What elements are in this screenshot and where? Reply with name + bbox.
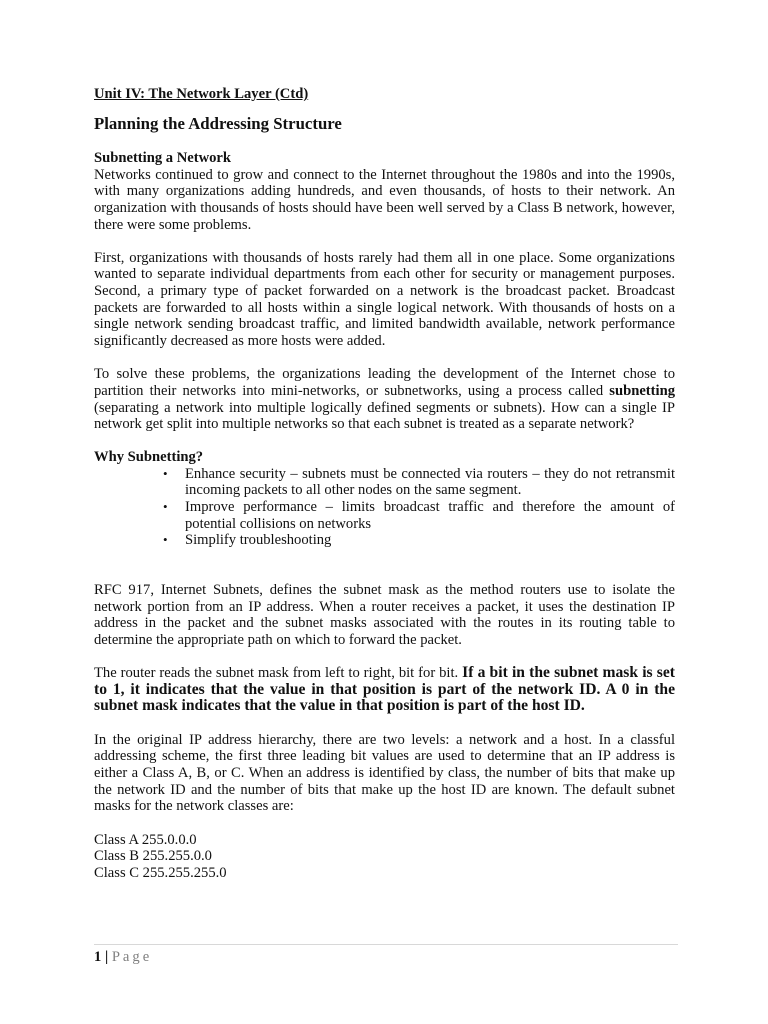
subnetting-heading: Subnetting a Network <box>94 150 232 166</box>
page-number: 1 <box>94 949 102 965</box>
paragraph-4: RFC 917, Internet Subnets, defines the subnet mask as the method routers use to isolate the network portion from an IP address. When a router receives a packet, it uses the destination IP address in the packet and the subnet masks associated with the routes in its routing table to determine the appropriate path on which to forward the packet. <box>94 581 675 648</box>
section-title: Planning the Addressing Structure <box>94 114 342 133</box>
list-item <box>163 532 675 549</box>
paragraph-5-text: The router reads the subnet mask from left to right, bit for bit. <box>94 665 463 682</box>
bullet-icon: • <box>163 498 168 514</box>
footer-separator: | <box>101 949 112 965</box>
class-b-mask: Class B 255.255.0.0 <box>94 848 212 865</box>
paragraph-6: In the original IP address hierarchy, there are two levels: a network and a host. In a classful addressing scheme, the first three leading bit values are used to determine that an IP address is either a Class A, B, or C. When an address is identified by class, the number of bits that make up the network ID and the number of bits that make up the host ID are known. The default subnet masks for the network classes are: <box>94 731 675 815</box>
subnet-mask-rule: If a bit in the subnet mask is set to 1, it indicates that the value in that position is part of the network ID. A 0 in the subnet mask indicates that the value in that position is part of the host ID. <box>94 664 675 715</box>
page-footer <box>94 944 678 966</box>
paragraph-3-text-a: To solve these problems, the organizations leading the development of the Internet chose to partition their networks into mini-networks, or subnetworks, using a process called <box>94 366 675 399</box>
unit-title: Unit IV: The Network Layer (Ctd) <box>94 86 309 102</box>
paragraph-5 <box>94 665 675 715</box>
paragraph-3 <box>94 366 675 433</box>
document-content <box>94 86 675 881</box>
class-a-mask: Class A 255.0.0.0 <box>94 831 197 848</box>
paragraph-3-text-b: (separating a network into multiple logically defined segments or subnets). How can a single IP network get split into multiple networks so that each subnet is treated as a separate network? <box>94 399 675 433</box>
bullet-icon: • <box>163 532 168 548</box>
bullet-icon: • <box>163 465 168 481</box>
paragraph-2: First, organizations with thousands of hosts rarely had them all in one place. Some organizations wanted to separate individual departments from each other for security or management purposes. Second, a primary type of packet forwarded on a network is the broadcast packet. Broadcast packets are forwarded to all hosts within a single logical network. With thousands of hosts on a single network sending broadcast traffic, and limited bandwidth available, network performance significantly decreased as more hosts were added. <box>94 249 675 350</box>
list-item-text: Simplify troubleshooting <box>185 532 332 549</box>
why-subnetting-heading: Why Subnetting? <box>94 448 204 465</box>
list-item-text: Improve performance – limits broadcast traffic and therefore the amount of potential collisions on networks <box>185 498 675 532</box>
class-c-mask: Class C 255.255.255.0 <box>94 864 227 881</box>
list-item <box>163 465 675 499</box>
paragraph-1: Networks continued to grow and connect to the Internet throughout the 1980s and into the 1990s, with many organizations adding hundreds, and even thousands, of hosts to their network. An organization with thousands of hosts should have been well served by a Class B network, however, there were some problems. <box>94 166 675 233</box>
default-mask-list <box>94 832 675 882</box>
list-item <box>163 498 675 532</box>
why-subnetting-list <box>94 466 675 549</box>
subnetting-term: subnetting <box>609 383 675 399</box>
list-item-text: Enhance security – subnets must be connected via routers – they do not retransmit incoming packets to all other nodes on the same segment. <box>185 465 675 499</box>
page-label: Page <box>111 949 153 965</box>
